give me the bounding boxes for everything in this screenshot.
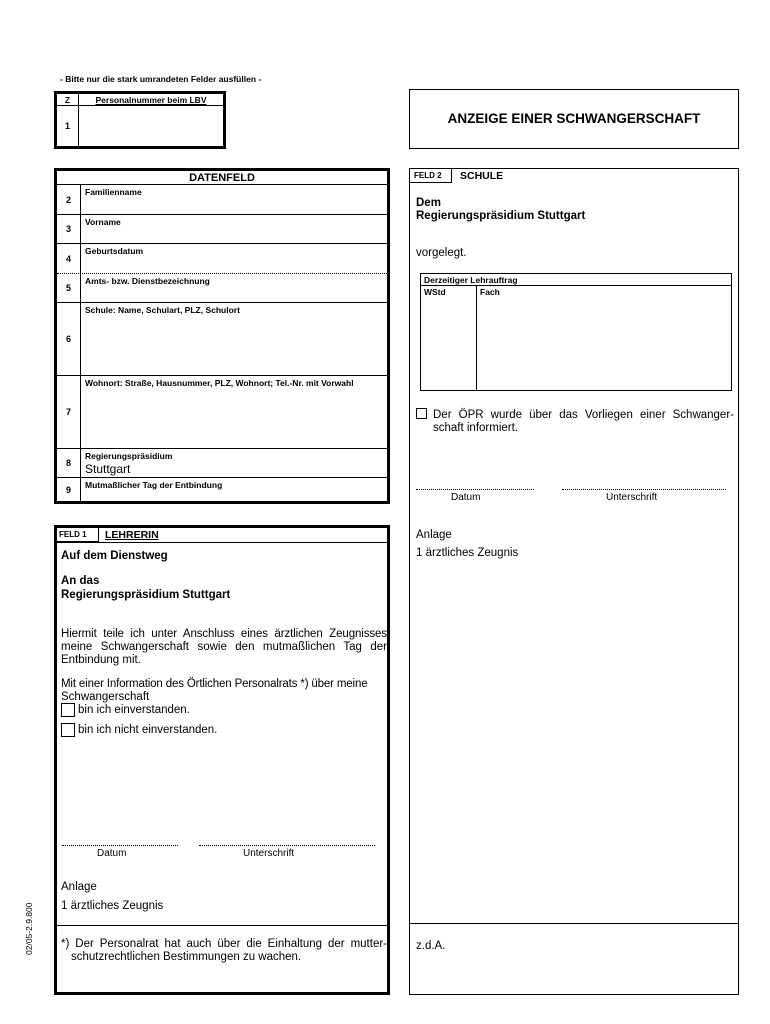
instruction-text: - Bitte nur die stark umrandeten Felder ausfüllen - [60, 74, 262, 84]
form-code: 02/05-2.9.800 [24, 902, 34, 955]
feld1-header-rule [57, 542, 387, 543]
feld1-name: LEHRERIN [105, 529, 159, 541]
datum-label: Datum [451, 492, 481, 503]
dem-text: Dem [416, 197, 441, 209]
lehrauftrag-table [420, 273, 732, 391]
datum-line[interactable] [62, 845, 178, 846]
datum-label: Datum [97, 848, 127, 859]
field-label: Wohnort: Straße, Hausnummer, PLZ, Wohnort; Tel.-Nr. mit Vorwahl [85, 378, 354, 388]
body-line-1: Hiermit teile ich unter Anschluss eines ärztlichen Zeugnisses [61, 628, 387, 640]
datenfeld-row-schule[interactable] [57, 303, 387, 376]
personalnummer-input[interactable] [79, 106, 223, 146]
opr-line-1: Der ÖPR wurde über das Vorliegen einer Schwanger- [433, 409, 734, 421]
row-number: 9 [57, 478, 81, 501]
row-number: 7 [57, 376, 81, 448]
datum-line[interactable] [416, 489, 534, 490]
unterschrift-line[interactable] [562, 489, 726, 490]
field-label: Geburtsdatum [85, 246, 144, 256]
body-line-3: Entbindung mit. [61, 654, 141, 666]
datenfeld-header: DATENFELD [57, 171, 387, 185]
dienstweg-text: Auf dem Dienstweg [61, 550, 168, 562]
unterschrift-label: Unterschrift [243, 848, 295, 859]
field-value: Stuttgart [85, 462, 131, 476]
row-number: 8 [57, 449, 81, 477]
recipient-text: Regierungspräsidium Stuttgart [416, 210, 586, 222]
personalnummer-box [54, 91, 226, 149]
datenfeld-box [54, 168, 390, 504]
info-line-2: Schwangerschaft [61, 691, 150, 703]
title-box [409, 89, 739, 149]
field-label: Mutmaßlicher Tag der Entbindung [85, 480, 223, 490]
footnote-line-1: *) Der Personalrat hat auch über die Einhaltung der mutter- [61, 938, 387, 950]
feld1-box [54, 525, 390, 995]
recipient-text: Regierungspräsidium Stuttgart [61, 589, 231, 601]
feld2-tag: FELD 2 [410, 169, 452, 183]
row-number: 3 [57, 215, 81, 243]
datenfeld-row-geburtsdatum[interactable] [57, 244, 387, 274]
feld2-box [409, 168, 739, 995]
form-title: ANZEIGE EINER SCHWANGERSCHAFT [447, 111, 701, 126]
opr-line-2: schaft informiert. [433, 422, 518, 434]
datenfeld-row-vorname[interactable] [57, 215, 387, 244]
column-wstd[interactable]: WStd [421, 286, 477, 390]
datenfeld-row-familienname[interactable] [57, 185, 387, 215]
field-label: Regierungspräsidium [85, 451, 173, 461]
opr-option[interactable] [416, 408, 427, 419]
footnote-rule [57, 925, 387, 926]
anlage-label: Anlage [416, 529, 452, 541]
personalnummer-title: Personalnummer beim LBV [79, 94, 223, 106]
lehrauftrag-header: Derzeitiger Lehrauftrag [421, 274, 731, 286]
unterschrift-label: Unterschrift [606, 492, 658, 503]
vorgelegt-text: vorgelegt. [416, 247, 467, 259]
agree-label: bin ich einverstanden. [78, 704, 190, 716]
field-label: Vorname [85, 217, 121, 227]
anlage-value: 1 ärztliches Zeugnis [61, 900, 164, 912]
feld1-tag: FELD 1 [57, 528, 99, 542]
an-das-text: An das [61, 575, 100, 587]
datenfeld-row-regierungspraesidium[interactable] [57, 449, 387, 478]
opr-checkbox[interactable] [416, 408, 427, 419]
anlage-value: 1 ärztliches Zeugnis [416, 547, 519, 559]
field-label: Amts- bzw. Dienstbezeichnung [85, 276, 210, 286]
anlage-label: Anlage [61, 881, 97, 893]
row-number: 2 [57, 185, 81, 214]
body-line-2: meine Schwangerschaft sowie den mutmaßlichen Tag der [61, 641, 387, 653]
unterschrift-line[interactable] [199, 845, 375, 846]
row-number: 5 [57, 274, 81, 302]
row-number: 4 [57, 244, 81, 273]
disagree-label: bin ich nicht einverstanden. [78, 724, 218, 736]
agree-checkbox[interactable] [61, 703, 75, 717]
datenfeld-row-amtsbezeichnung[interactable] [57, 274, 387, 303]
option-agree[interactable] [61, 703, 190, 717]
column-fach[interactable]: Fach [480, 287, 500, 297]
disagree-checkbox[interactable] [61, 723, 75, 737]
datenfeld-row-entbindung[interactable] [57, 478, 387, 501]
info-line-1: Mit einer Information des Örtlichen Personalrats *) über meine [61, 678, 368, 690]
option-disagree[interactable] [61, 723, 217, 737]
field-label: Familienname [85, 187, 142, 197]
feld2-name: SCHULE [460, 170, 504, 182]
row-number-1: 1 [57, 106, 79, 146]
field-label: Schule: Name, Schulart, PLZ, Schulort [85, 305, 240, 315]
zda-text: z.d.A. [416, 940, 446, 952]
datenfeld-row-wohnort[interactable] [57, 376, 387, 449]
z-label: Z [57, 94, 79, 106]
zda-rule [410, 923, 738, 924]
footnote-line-2: schutzrechtlichen Bestimmungen zu wachen. [71, 951, 302, 963]
row-number: 6 [57, 303, 81, 375]
